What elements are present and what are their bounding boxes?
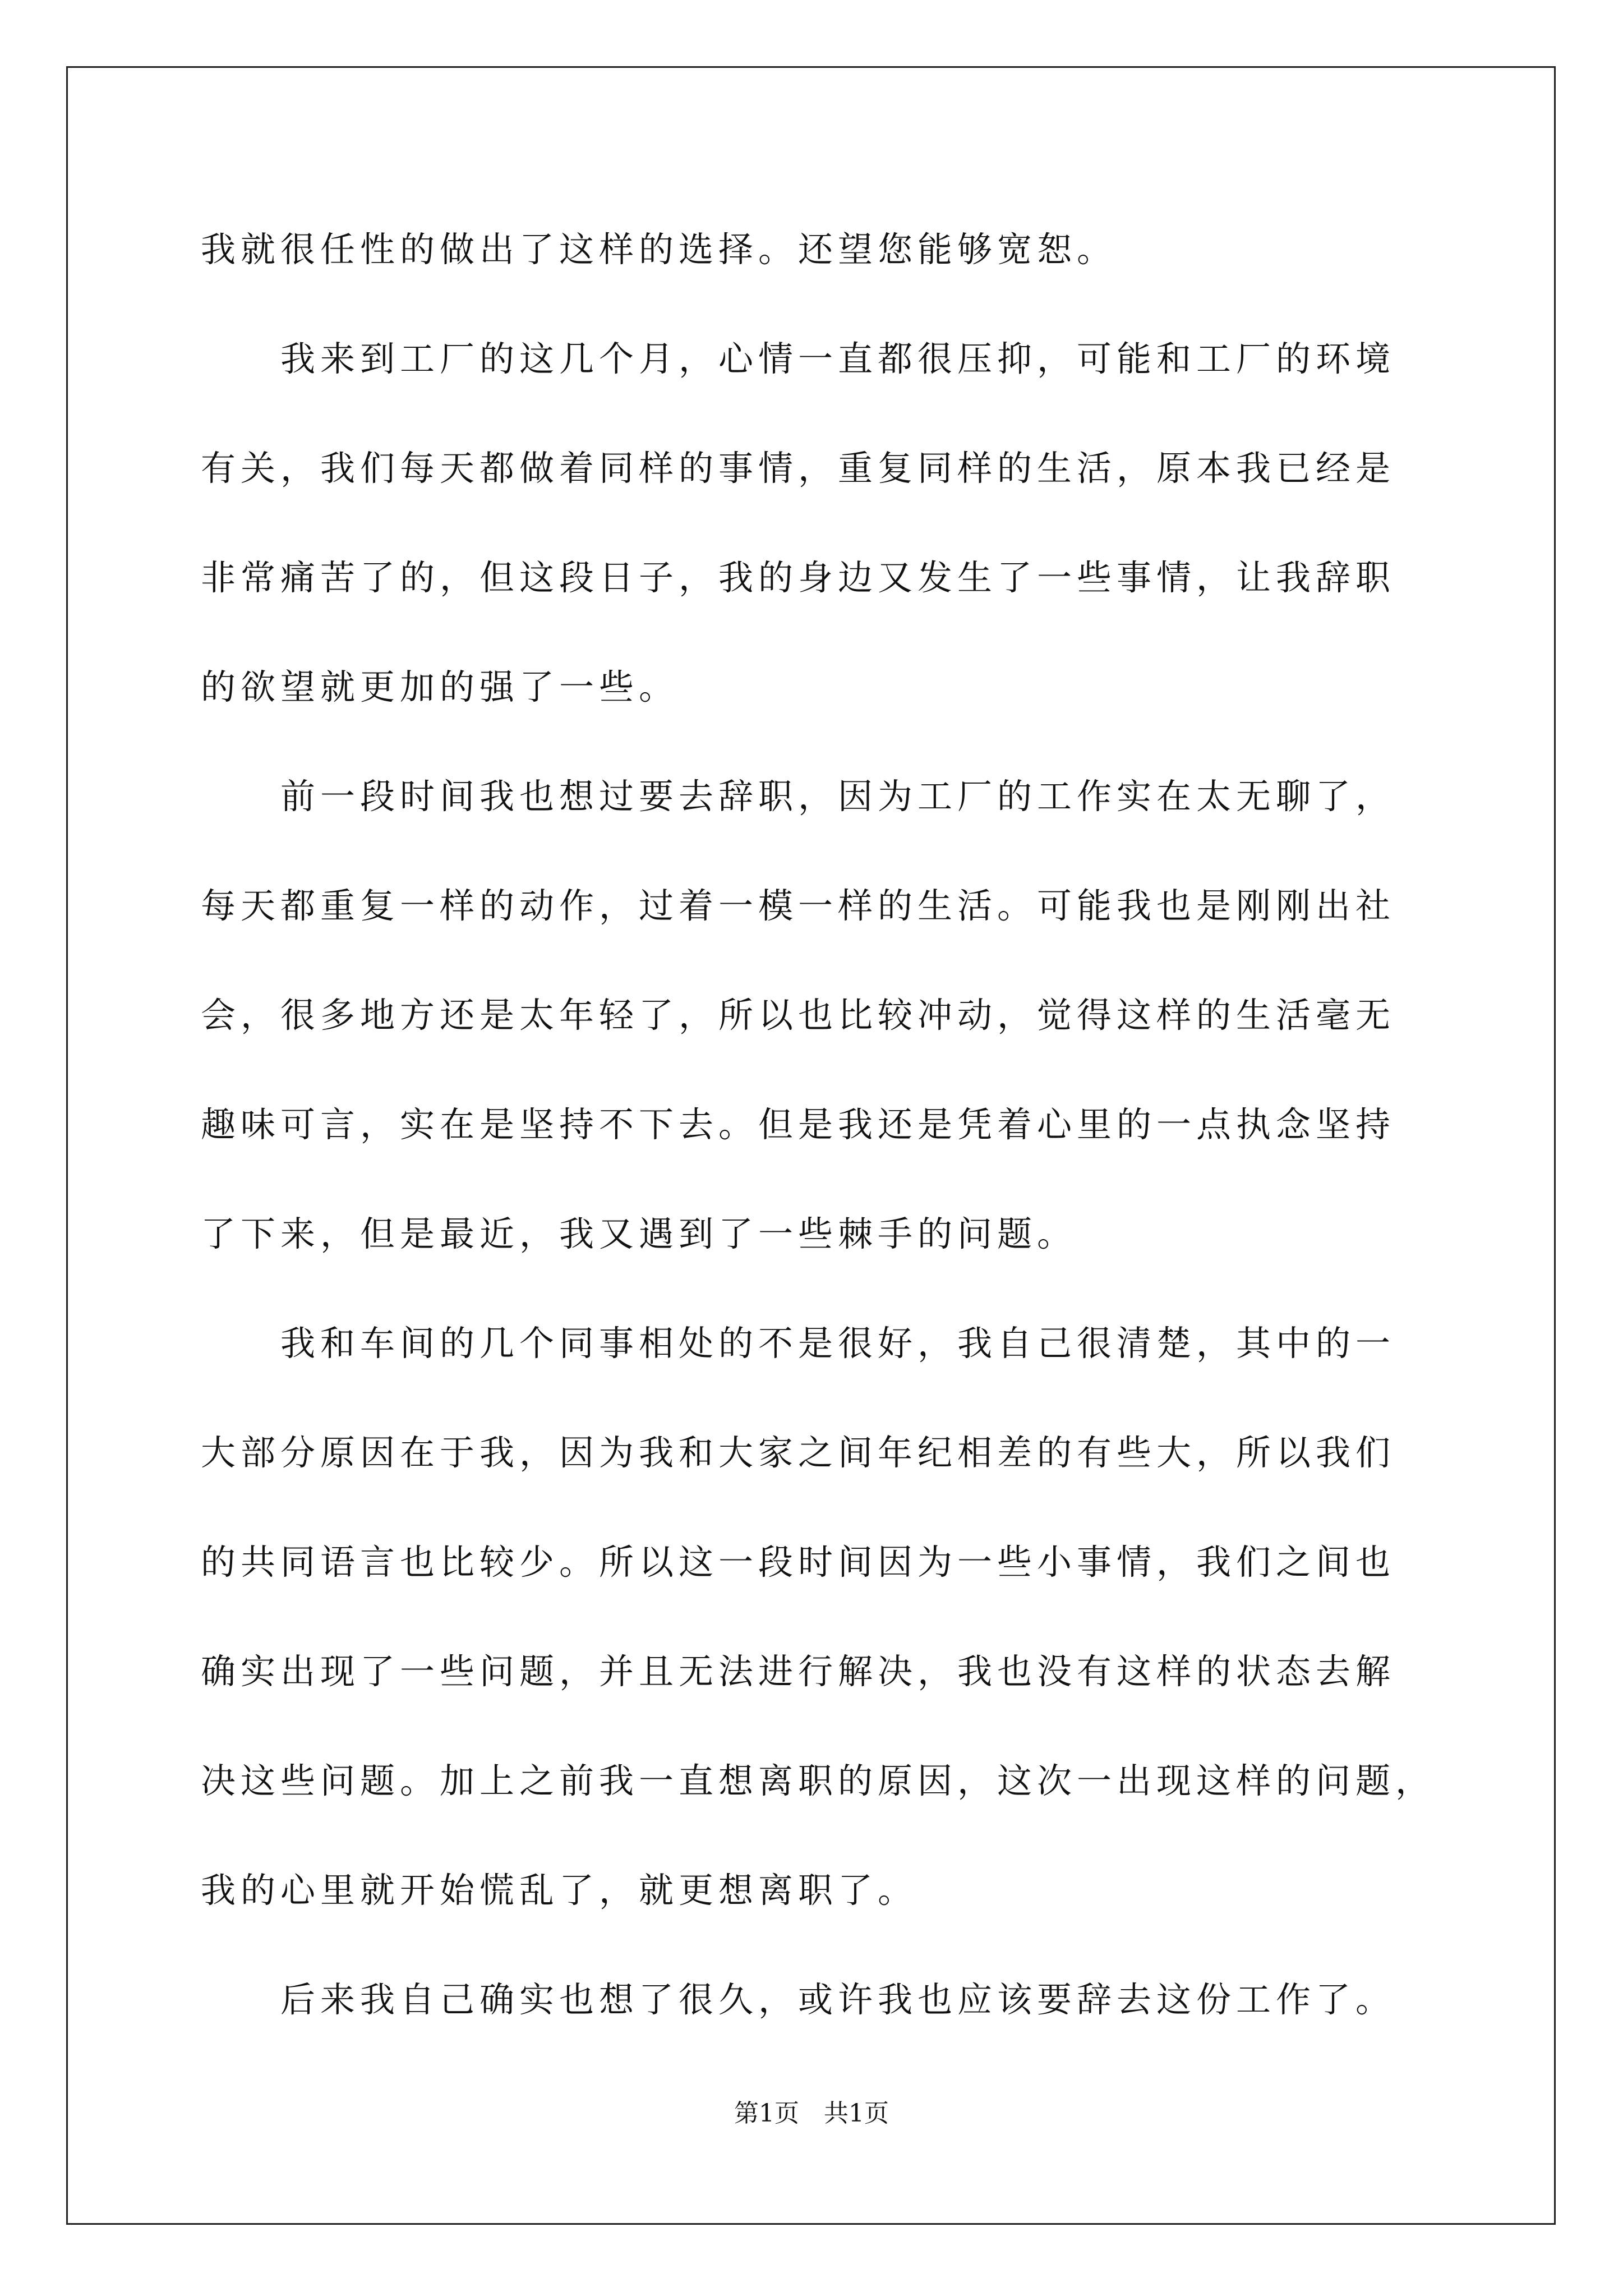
- text-line: 大部分原因在于我，因为我和大家之间年纪相差的有些大，所以我们: [201, 1432, 1396, 1473]
- text-line: 我来到工厂的这几个月，心情一直都很压抑，可能和工厂的环境: [201, 338, 1396, 379]
- text-line: 会，很多地方还是太年轻了，所以也比较冲动，觉得这样的生活毫无: [201, 995, 1396, 1036]
- text-line: 的欲望就更加的强了一些。: [201, 666, 679, 707]
- text-line: 了下来，但是最近，我又遇到了一些棘手的问题。: [201, 1213, 1077, 1254]
- text-line: 非常痛苦了的，但这段日子，我的身边又发生了一些事情，让我辞职: [201, 557, 1396, 598]
- text-line: 前一段时间我也想过要去辞职，因为工厂的工作实在太无聊了，: [201, 776, 1396, 817]
- text-line: 有关，我们每天都做着同样的事情，重复同样的生活，原本我已经是: [201, 448, 1396, 489]
- text-line: 后来我自己确实也想了很久，或许我也应该要辞去这份工作了。: [201, 1979, 1396, 2020]
- text-line: 决这些问题。加上之前我一直想离职的原因，这次一出现这样的问题，: [201, 1760, 1436, 1801]
- page-footer: 第1页 共1页: [734, 2099, 889, 2128]
- text-line: 确实出现了一些问题，并且无法进行解决，我也没有这样的状态去解: [201, 1651, 1396, 1692]
- text-line: 每天都重复一样的动作，过着一模一样的生活。可能我也是刚刚出社: [201, 885, 1396, 926]
- text-line: 我的心里就开始慌乱了，就更想离职了。: [201, 1870, 918, 1911]
- text-line: 我就很任性的做出了这样的选择。还望您能够宽恕。: [201, 229, 1117, 270]
- text-line: 趣味可言，实在是坚持不下去。但是我还是凭着心里的一点执念坚持: [201, 1104, 1396, 1145]
- text-line: 我和车间的几个同事相处的不是很好，我自己很清楚，其中的一: [201, 1323, 1396, 1364]
- text-line: 的共同语言也比较少。所以这一段时间因为一些小事情，我们之间也: [201, 1542, 1396, 1582]
